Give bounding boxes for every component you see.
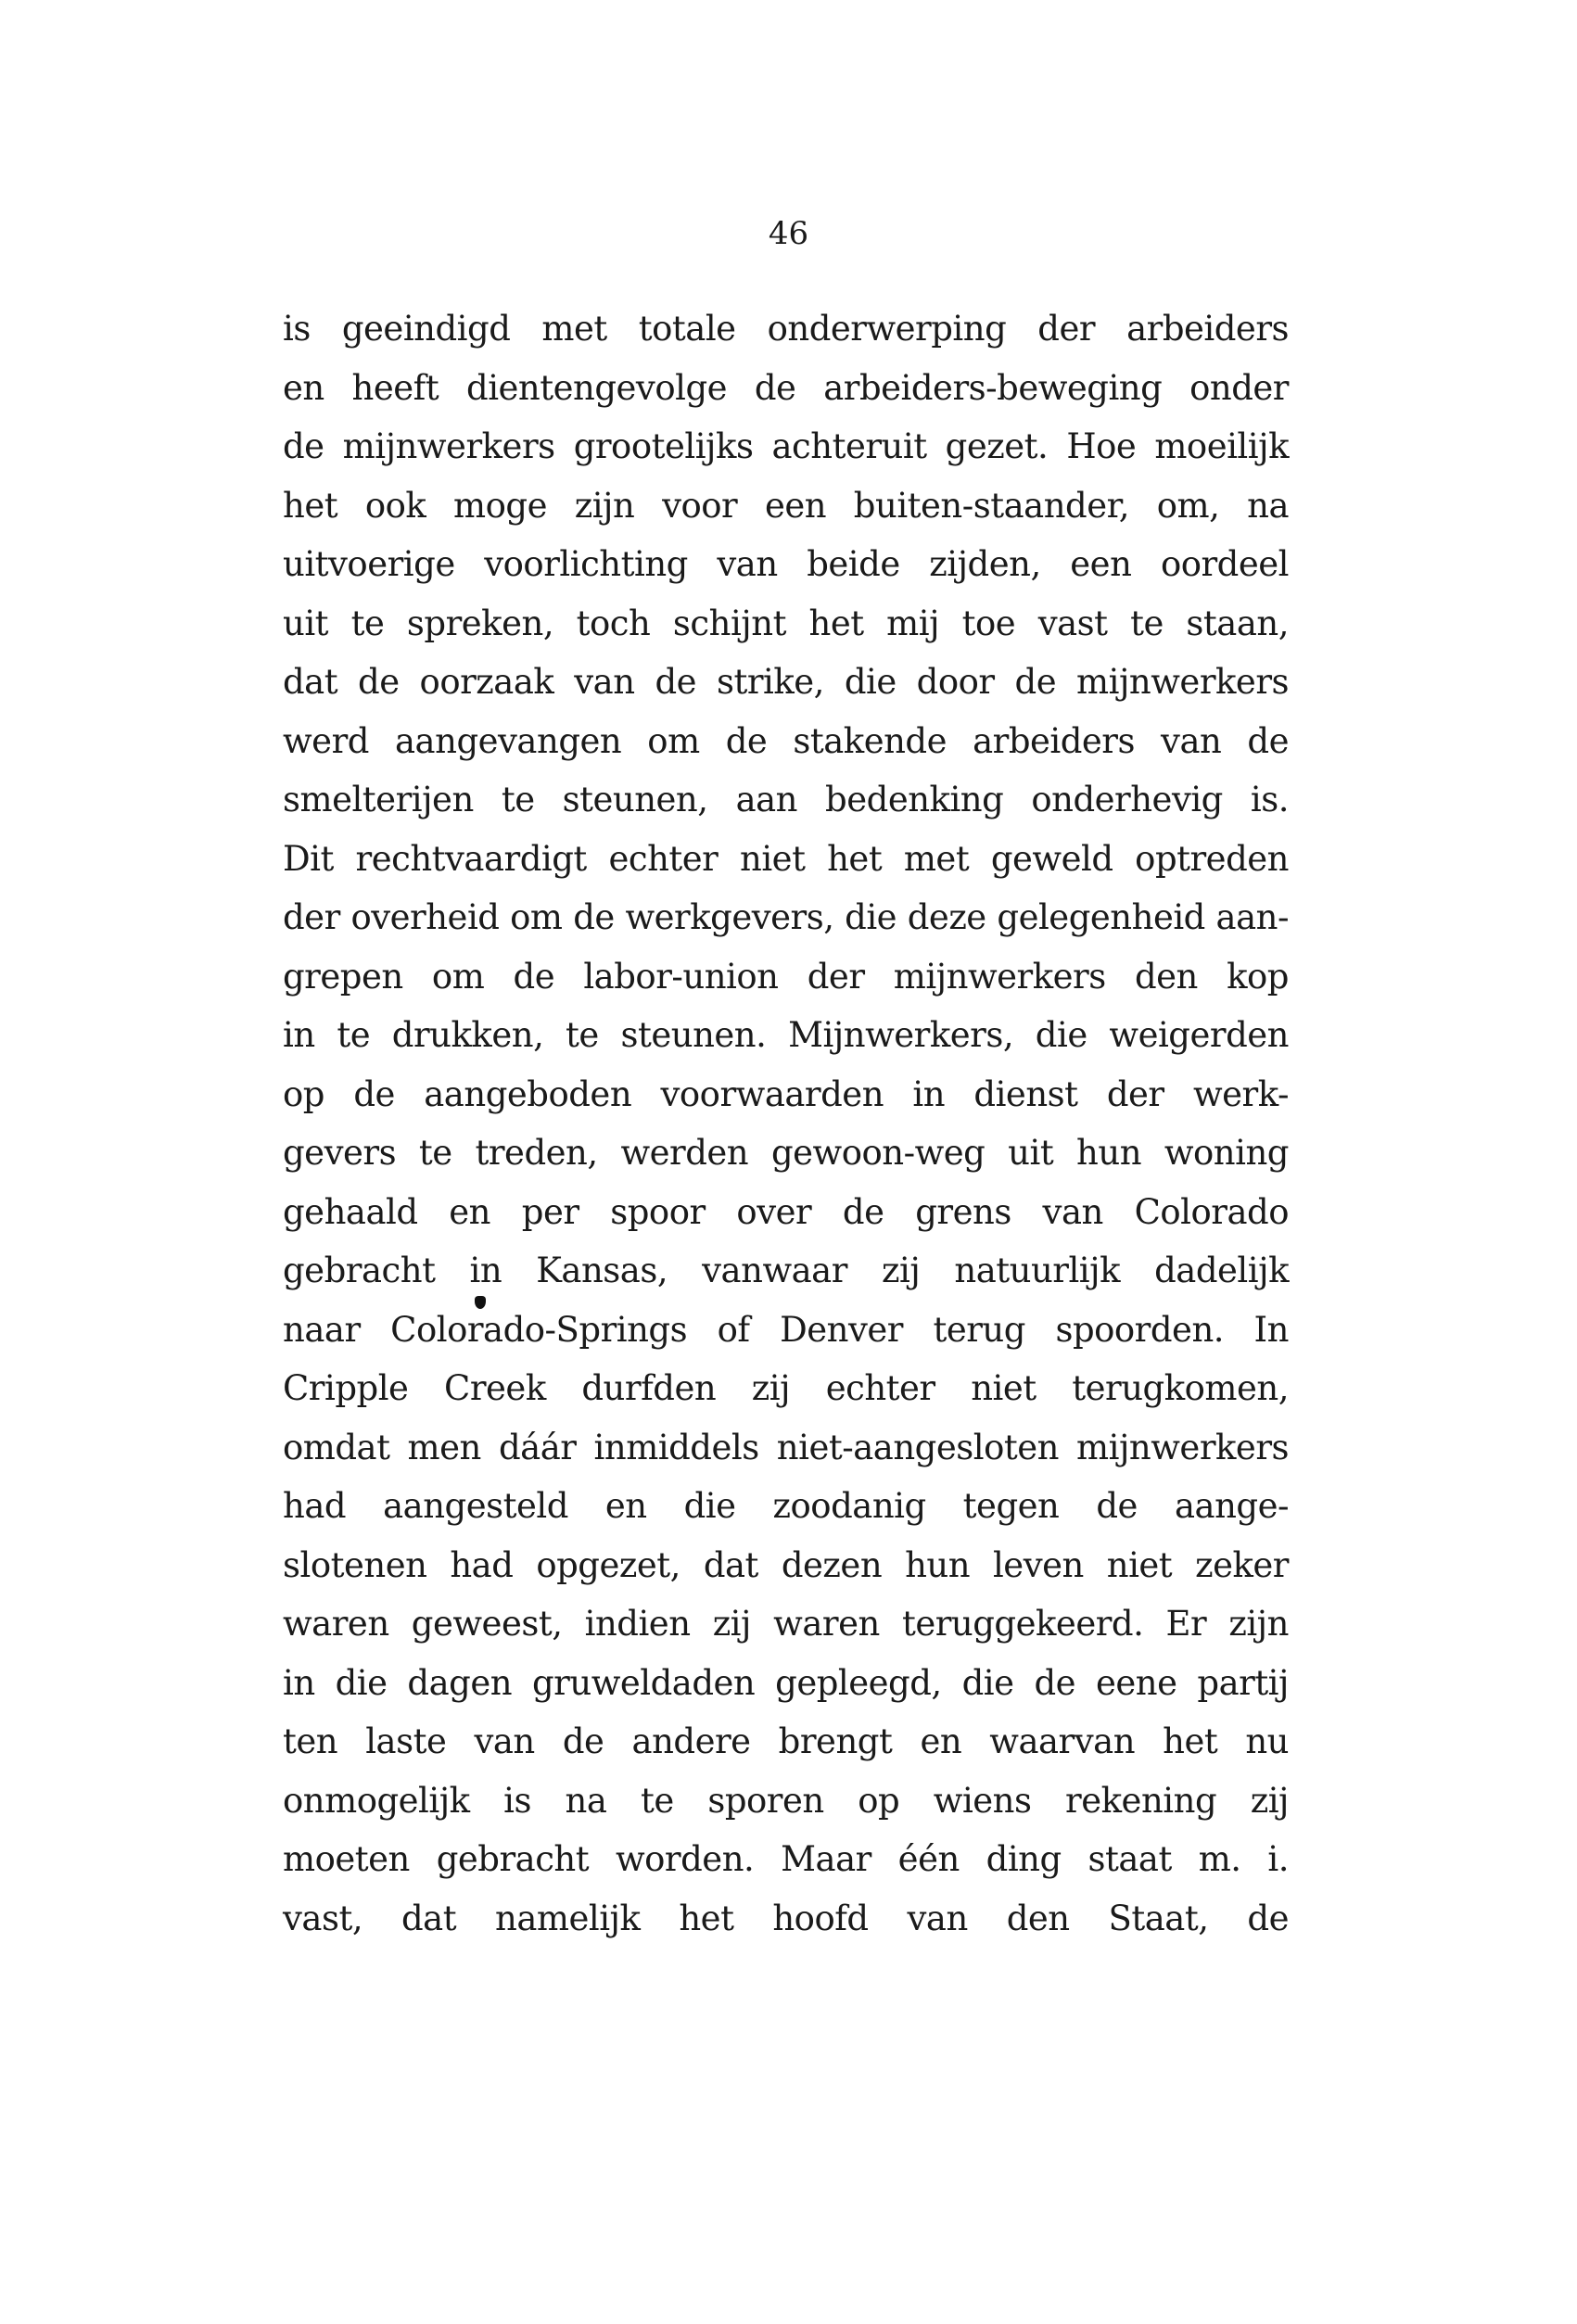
body-text: [283, 306, 1289, 1954]
text-line: en heeft dientengevolge de arbeiders-beweging onder: [283, 367, 1289, 408]
text-line: het ook moge zijn voor een buiten-staander, om, na: [283, 485, 1289, 526]
text-line: ten laste van de andere brengt en waarvan het nu: [283, 1721, 1289, 1761]
text-line: omdat men dáár inmiddels niet-aangesloten mijnwerkers: [283, 1427, 1289, 1467]
text-line: gehaald en per spoor over de grens van Colorado: [283, 1191, 1289, 1232]
page-number: 46: [768, 215, 809, 252]
text-line: vast, dat namelijk het hoofd van den Staat, de: [283, 1898, 1289, 1938]
text-line: gebracht in Kansas, vanwaar zij natuurlijk dadelijk: [283, 1251, 1289, 1290]
text-line: uit te spreken, toch schijnt het mij toe vast te staan,: [283, 603, 1289, 643]
text-line: gevers te treden, werden gewoon-weg uit hun woning: [283, 1133, 1289, 1173]
text-line: Dit rechtvaardigt echter niet het met geweld optreden: [283, 838, 1289, 879]
text-line: de mijnwerkers grootelijks achteruit gezet. Hoe moeilijk: [283, 426, 1289, 466]
text-line: is geeindigd met totale onderwerping der arbeiders: [283, 309, 1289, 349]
text-line: smelterijen te steunen, aan bedenking onderhevig is.: [283, 780, 1289, 819]
text-line: in die dagen gruweldaden gepleegd, die de eene partij: [283, 1662, 1289, 1703]
text-line: op de aangeboden voorwaarden in dienst der werk-: [283, 1073, 1289, 1114]
text-line: Cripple Creek durfden zij echter niet terugkomen,: [283, 1368, 1289, 1408]
text-line: naar Colorado-Springs of Denver terug spoorden. In: [283, 1309, 1289, 1350]
text-line: waren geweest, indien zij waren teruggekeerd. Er zijn: [283, 1604, 1289, 1644]
text-line: in te drukken, te steunen. Mijnwerkers, die weigerden: [283, 1015, 1289, 1055]
text-line: dat de oorzaak van de strike, die door de mijnwerkers: [283, 662, 1289, 702]
text-line: uitvoerige voorlichting van beide zijden, een oordeel: [283, 544, 1289, 584]
text-line: slotenen had opgezet, dat dezen hun leven niet zeker: [283, 1544, 1289, 1585]
text-line: moeten gebracht worden. Maar één ding staat m. i.: [283, 1839, 1289, 1879]
text-line: had aangesteld en die zoodanig tegen de aange-: [283, 1486, 1289, 1526]
text-line: onmogelijk is na te sporen op wiens rekening zij: [283, 1780, 1289, 1821]
text-line: grepen om de labor-union der mijnwerkers den kop: [283, 956, 1289, 997]
text-line: der overheid om de werkgevers, die deze gelegenheid aan-: [283, 897, 1289, 937]
text-line: werd aangevangen om de stakende arbeiders van de: [283, 720, 1289, 761]
